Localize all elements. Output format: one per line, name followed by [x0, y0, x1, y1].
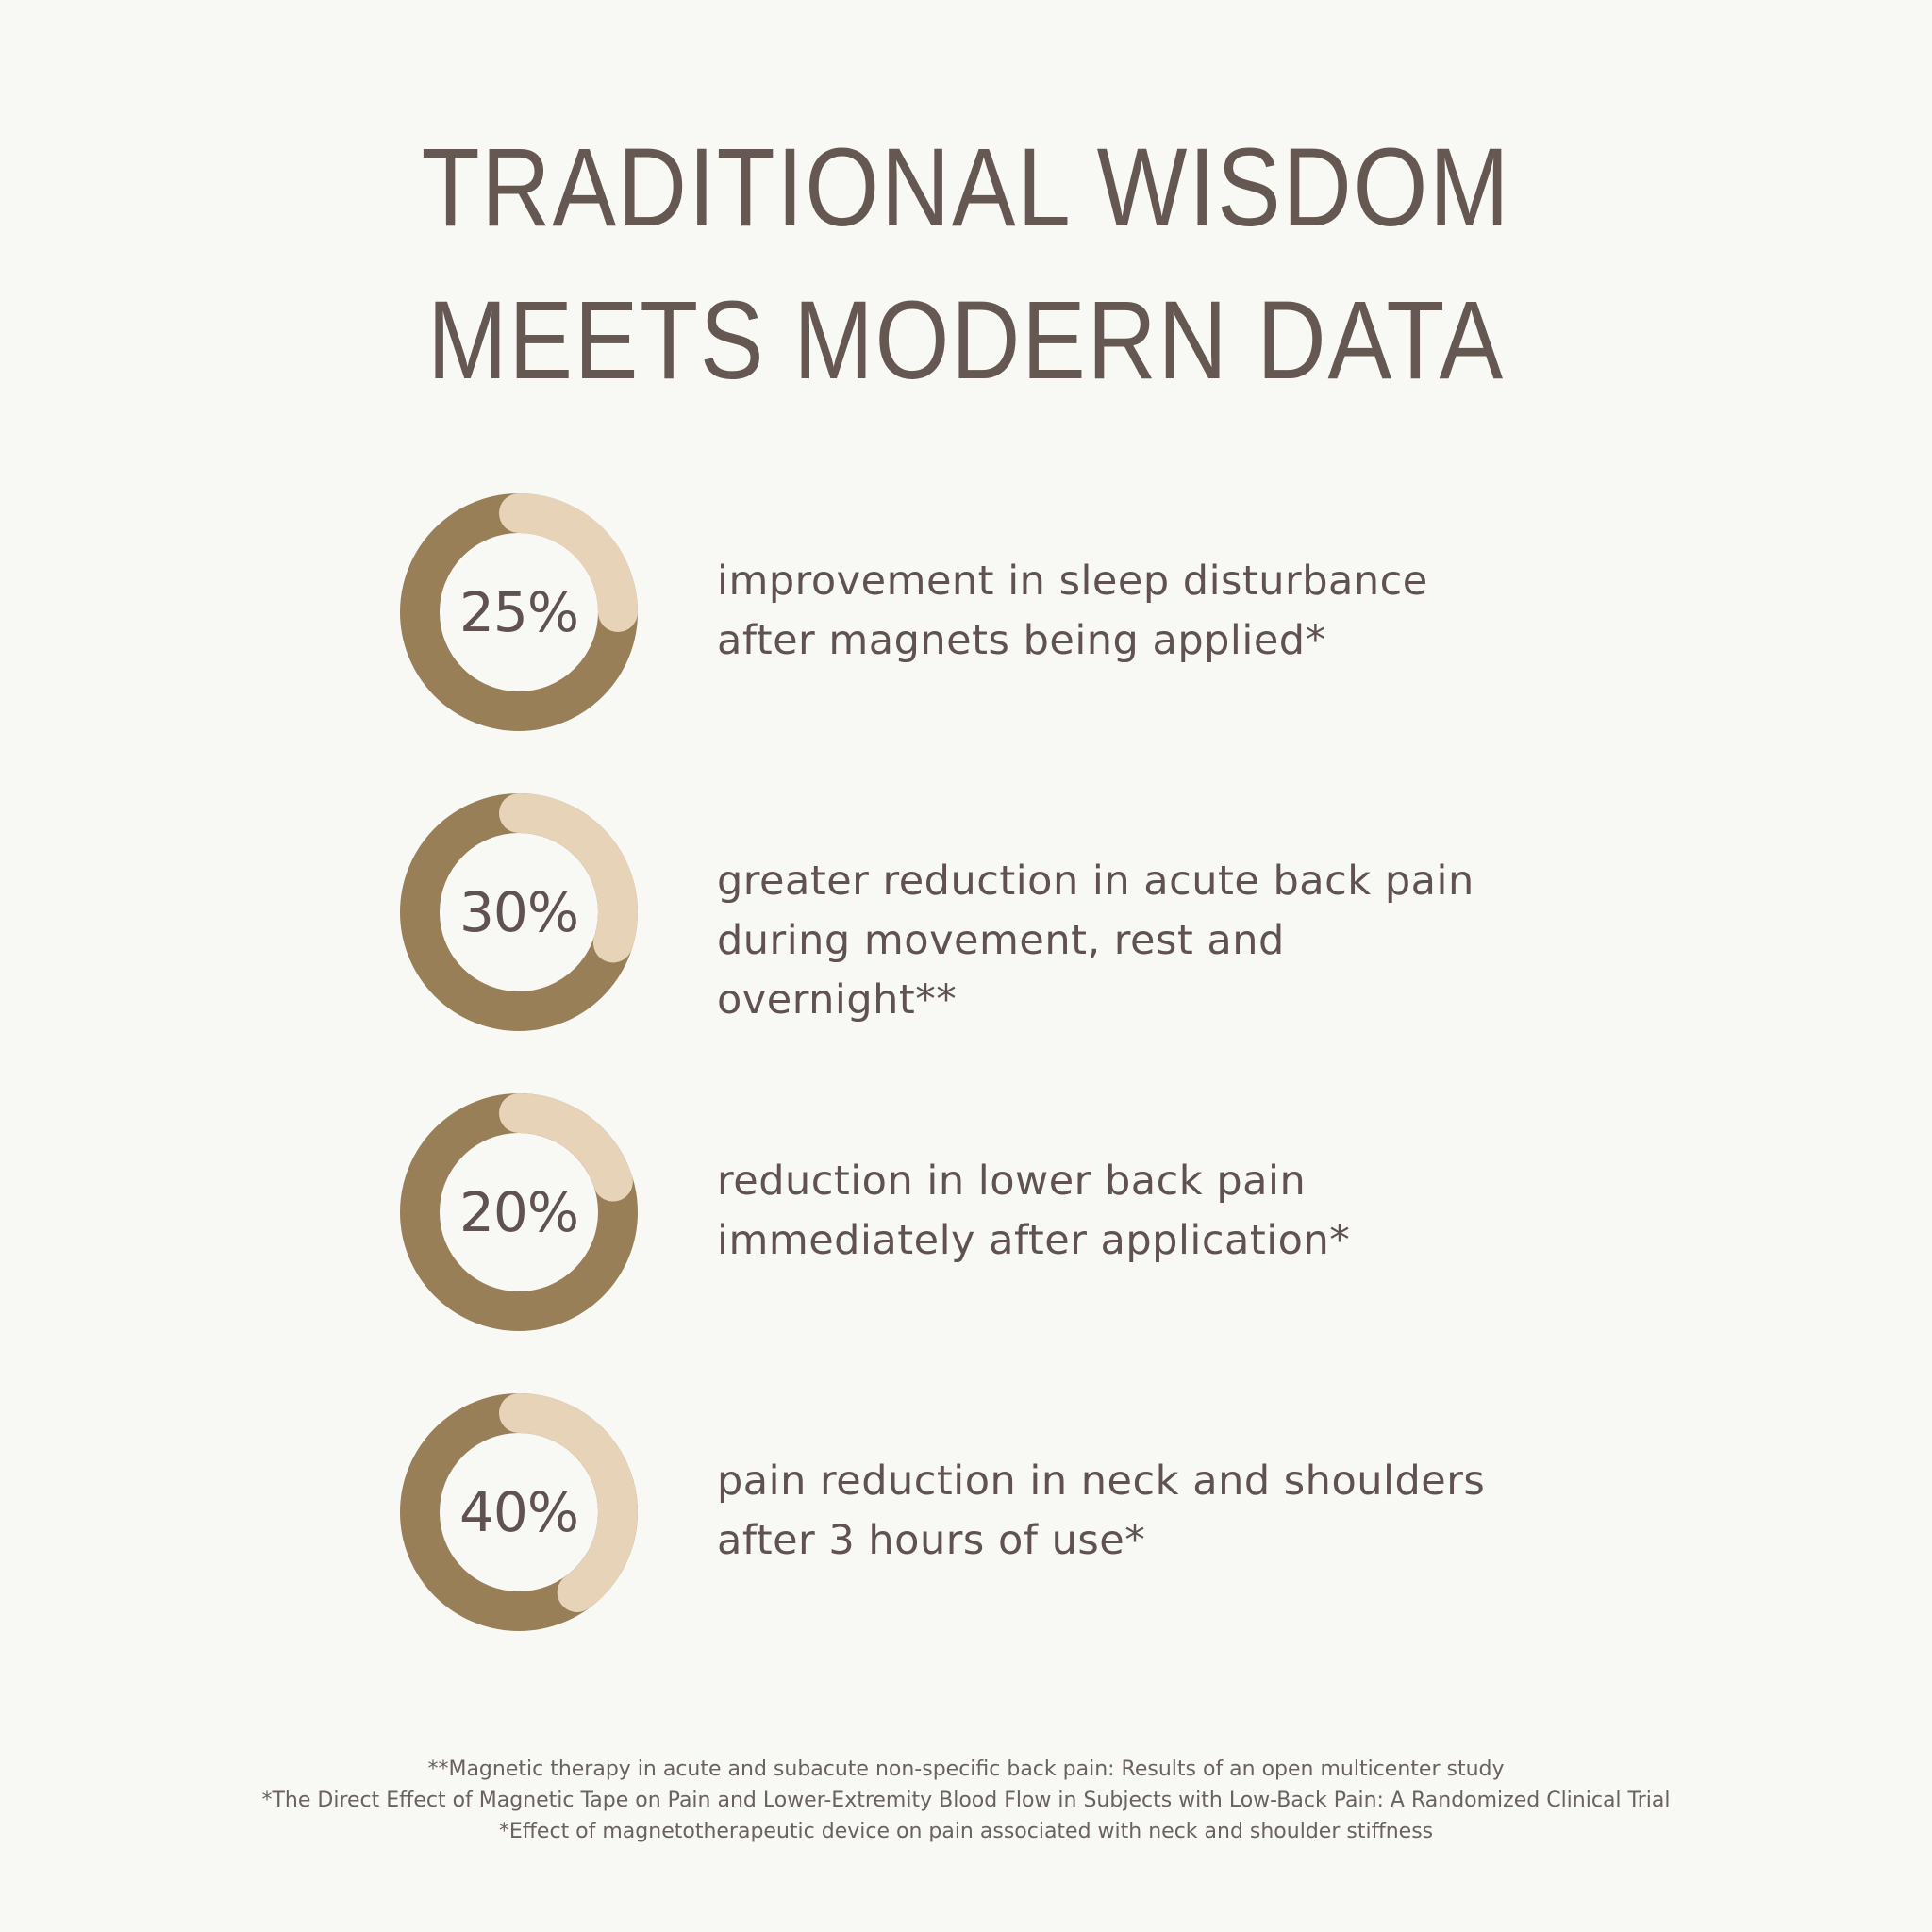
stat-item	[400, 1093, 1626, 1331]
donut-value-label: 25%	[459, 580, 578, 644]
title-line-1: TRADITIONAL WISDOM	[421, 125, 1511, 250]
donut-chart	[400, 1093, 638, 1331]
footnotes	[0, 1754, 1932, 1847]
stat-description-line: overnight**	[717, 976, 958, 1024]
title-line-2: MEETS MODERN DATA	[427, 278, 1505, 403]
stat-description	[717, 1152, 1566, 1271]
stat-item	[400, 493, 1626, 731]
donut-value-label: 30%	[459, 880, 578, 944]
donut-chart	[400, 793, 638, 1031]
donut-value-label: 20%	[459, 1180, 578, 1244]
stat-description-line: pain reduction in neck and shoulders	[717, 1457, 1486, 1505]
stat-description-line: immediately after application*	[717, 1217, 1351, 1264]
stat-item	[400, 793, 1626, 1031]
stat-description	[717, 1452, 1566, 1571]
stat-description-line: during movement, rest and	[717, 917, 1285, 964]
donut-chart	[400, 1393, 638, 1631]
footnote: *Effect of magnetotherapeutic device on pain associated with neck and shoulder stiffness	[498, 1820, 1434, 1843]
footnote: *The Direct Effect of Magnetic Tape on Pain and Lower-Extremity Blood Flow in Subjects with Low-Back Pain: A Randomized Clinical Trial	[261, 1789, 1671, 1812]
stat-description-line: after magnets being applied*	[717, 617, 1326, 664]
stat-description-line: greater reduction in acute back pain	[717, 858, 1474, 905]
stat-description-line: after 3 hours of use*	[717, 1517, 1146, 1564]
stat-description	[717, 852, 1566, 1030]
stat-description	[717, 552, 1566, 671]
stat-description-line: reduction in lower back pain	[717, 1158, 1307, 1205]
stat-item	[400, 1393, 1626, 1631]
donut-chart	[400, 493, 638, 731]
stat-description-line: improvement in sleep disturbance	[717, 558, 1428, 605]
donut-value-label: 40%	[459, 1480, 578, 1544]
footnote: **Magnetic therapy in acute and subacute non-specific back pain: Results of an open multicenter study	[427, 1757, 1505, 1781]
